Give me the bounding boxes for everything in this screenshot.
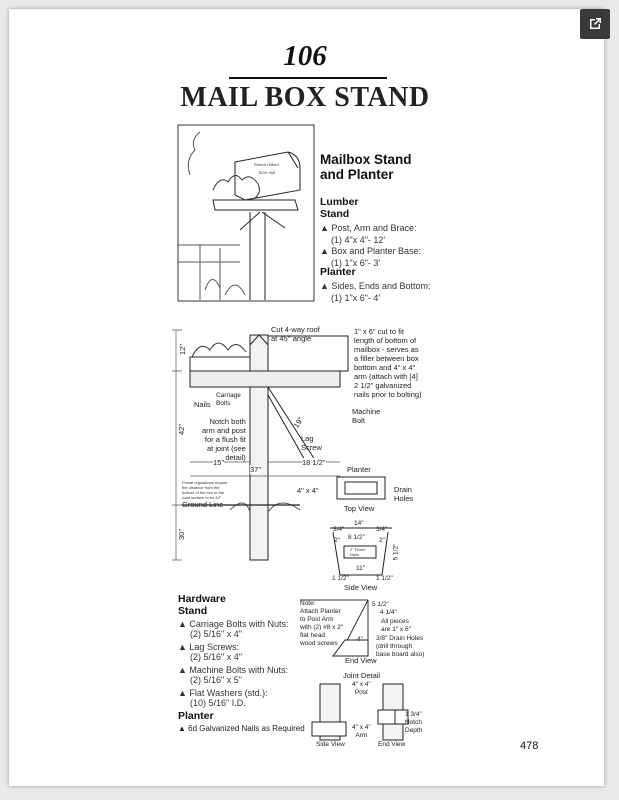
top-view-label: Top View (344, 504, 375, 513)
notch-note: Notch both arm and post for a flush fit at joint (see detail) (202, 417, 246, 462)
joint-side-view-label: Side View (316, 741, 345, 748)
end-view-label: End View (345, 656, 377, 665)
page-title: MAIL BOX STAND (180, 82, 430, 113)
joint-post-label: 4" x 4" Post (352, 681, 371, 696)
lumber-item: ▲ Sides, Ends and Bottom: (320, 281, 431, 291)
lumber-stand-label: Stand (320, 208, 350, 220)
hardware-planter-label: Planter (178, 710, 214, 722)
mailbox-sign-line-2: BOX 458 (259, 170, 276, 175)
dim-12: 12" (178, 343, 188, 356)
hardware-planter-item: ▲ 6d Galvanized Nails as Required (178, 724, 305, 733)
lumber-heading-line-1: Mailbox Stand (320, 152, 412, 167)
lumber-item-qty: (1) 1"x 6"- 3' (331, 258, 381, 268)
dim-4-quarter: 4 1/4" (380, 609, 397, 616)
hardware-item-qty: (2) 5/16" x 5" (190, 675, 242, 685)
page-number-heading: 106 (283, 40, 327, 72)
dim-30: 30" (177, 528, 187, 541)
planter-note: Note: Attach Planter to Post Arm with (2) #8 x 2" flat head wood screws (300, 600, 344, 647)
dim-42: 42" (177, 423, 187, 436)
dim-2-right: 2" (379, 537, 385, 544)
nails-label: Nails (194, 400, 211, 409)
dim-8-half: 8 1/2" (348, 534, 365, 541)
joint-detail-title: Joint Detail (343, 671, 381, 680)
lumber-item-qty: (1) 4"x 4"- 12' (331, 235, 386, 245)
dim-5-half: 5 1/2" (392, 543, 400, 561)
lumber-item-qty: (1) 1"x 6"- 4' (331, 293, 381, 303)
dim-37: 37" (250, 465, 262, 474)
dim-2-left: 2" (334, 537, 340, 544)
dim-1-half-left: 1 1/2" (332, 575, 349, 582)
lag-screw-label: Lag Screw (301, 434, 322, 452)
filler-note: 1" x 6" cut to fit length of bottom of mailbox - serves as a filler between box bottom and 4" x 4" arm (attach with [4] 2 1/2" galvanized nails prior to bolting) (354, 327, 422, 399)
dim-3-4-left: 3/4" (333, 526, 345, 533)
mailbox-sign-line-1: Robert Gilbert (254, 162, 279, 167)
lumber-item: ▲ Box and Planter Base: (320, 246, 421, 256)
page-footer-number: 478 (520, 740, 539, 752)
planter-label: Planter (347, 465, 371, 474)
postal-note: Postal regulations require the distance from the bottom of the box to the road surface to be 42" (182, 480, 228, 500)
hardware-item: ▲ Machine Bolts with Nuts: (178, 665, 288, 675)
dim-11: 11" (356, 565, 366, 572)
hardware-stand-label: Stand (178, 605, 208, 617)
lumber-item: ▲ Post, Arm and Brace: (320, 223, 417, 233)
drain-note: 3/8" Drain Holes (drill through base board also) (376, 635, 425, 658)
ground-line-label: Ground Line (182, 500, 224, 509)
drain-holes-label: Drain Holes (394, 485, 414, 503)
hardware-item-qty: (10) 5/16" I.D. (190, 698, 246, 708)
dim-4: 4" (357, 636, 363, 643)
finish-nails-label: 2" Finish Nails (350, 547, 366, 557)
dim-18-half: 18 1/2" (302, 458, 326, 467)
side-view-label: Side View (344, 583, 378, 592)
all-pieces-note: All pieces are 1" x 6" (381, 618, 411, 633)
notch-depth-label: 1 3/4" Notch Depth (405, 711, 423, 734)
carriage-bolts-label: Carriage Bolts (216, 392, 241, 407)
dim-1-half-right: 1 1/2" (376, 575, 393, 582)
joint-arm-label: 4" x 4" Arm (352, 724, 371, 739)
brace-19-label: 19" (291, 415, 306, 430)
lumber-planter-label: Planter (320, 266, 356, 278)
lumber-label: Lumber (320, 196, 359, 208)
hardware-item: ▲ Carriage Bolts with Nuts: (178, 619, 289, 629)
hardware-item: ▲ Lag Screws: (178, 642, 239, 652)
machine-bolt-label: Machine Bolt (352, 407, 381, 425)
hardware-item: ▲ Flat Washers (std.): (178, 688, 268, 698)
hardware-item-qty: (2) 5/16" x 4" (190, 652, 242, 662)
dim-15: 15" (213, 458, 225, 467)
post-size-label: 4" x 4" (297, 486, 319, 495)
hardware-item-qty: (2) 5/16" x 4" (190, 629, 242, 639)
joint-end-view-label: End View (378, 741, 406, 748)
dim-14: 14" (354, 520, 364, 527)
dim-3-4-right: 3/4" (376, 526, 388, 533)
lumber-heading-line-2: and Planter (320, 167, 394, 182)
cut-roof-label: Cut 4-way roof at 45° angle (271, 325, 320, 343)
hardware-heading: Hardware (178, 593, 226, 605)
mailbox-planter-illustration (178, 125, 314, 301)
dim-5-half-end: 5 1/2" (372, 601, 389, 608)
